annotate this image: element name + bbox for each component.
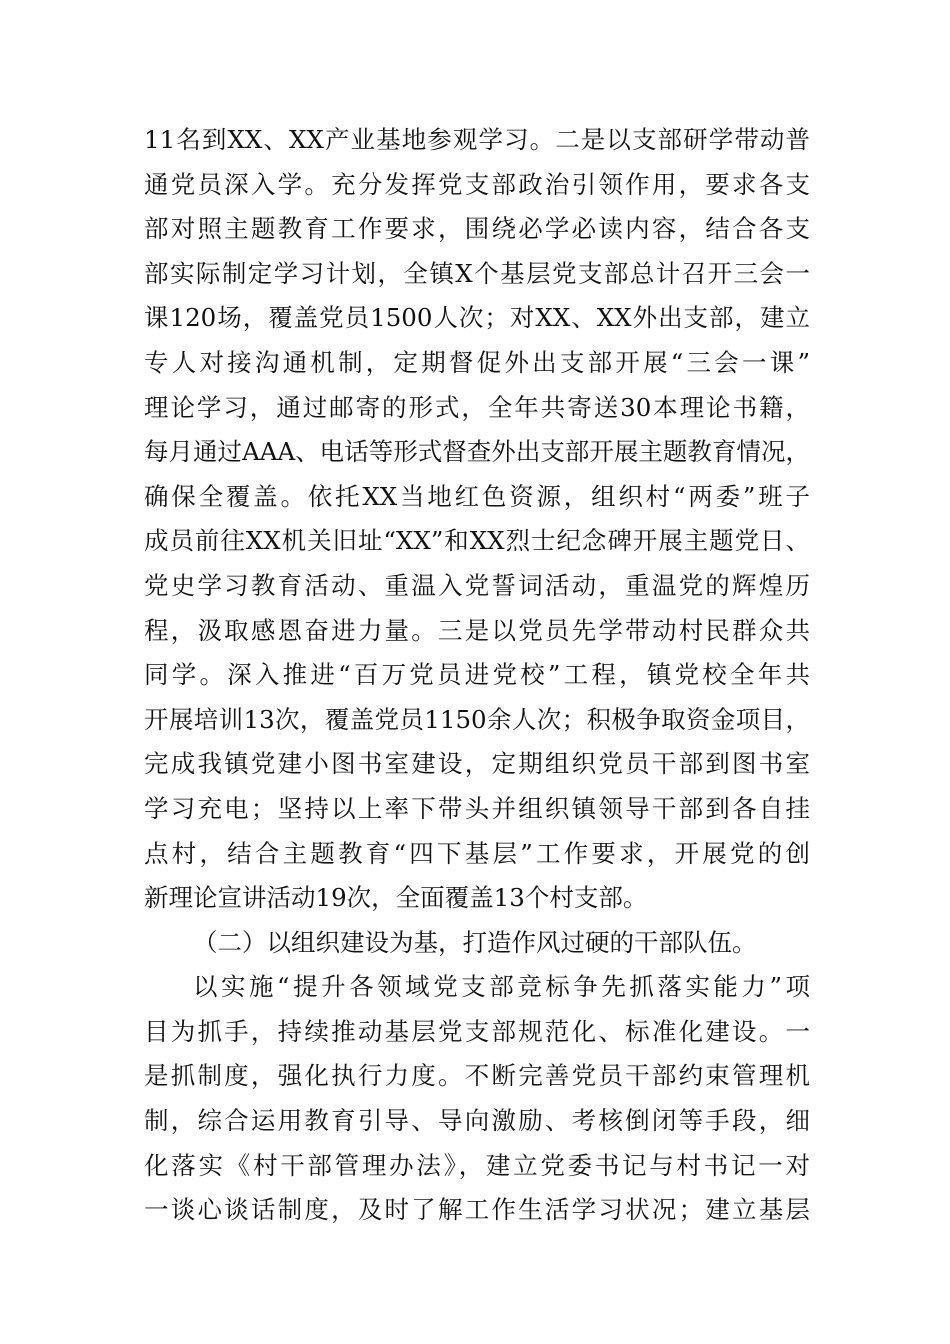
- text-line: 同学。深入推进“百万党员进党校”工程，镇党校全年共: [144, 660, 810, 690]
- text-line: 开展培训13次，覆盖党员1150余人次；积极争取资金项目，: [144, 704, 810, 734]
- text-line: 每月通过AAA、电话等形式督查外出支部开展主题教育情况，: [144, 437, 810, 467]
- text-line: 化落实《村干部管理办法》，建立党委书记与村书记一对: [144, 1150, 810, 1180]
- text-line: 部对照主题教育工作要求，围绕必学必读内容，结合各支: [144, 214, 810, 244]
- text-line: 专人对接沟通机制，定期督促外出支部开展“三会一课”: [144, 347, 810, 377]
- body-text: [144, 118, 810, 1233]
- text-line: 程，汲取感恩奋进力量。三是以党员先学带动村民群众共: [144, 615, 810, 645]
- text-line: 部实际制定学习计划，全镇X个基层党支部总计召开三会一: [144, 258, 810, 288]
- text-line: 完成我镇党建小图书室建设，定期组织党员干部到图书室: [144, 749, 810, 779]
- text-line: 制，综合运用教育引导、导向激励、考核倒闭等手段，细: [144, 1106, 810, 1136]
- text-line: 新理论宣讲活动19次，全面覆盖13个村支部。: [144, 883, 648, 913]
- text-line: 通党员深入学。充分发挥党支部政治引领作用，要求各支: [144, 169, 810, 199]
- text-line: 确保全覆盖。依托XX当地红色资源，组织村“两委”班子: [144, 481, 810, 511]
- text-line: 学习充电；坚持以上率下带头并组织镇领导干部到各自挂: [144, 793, 810, 823]
- text-line: 11名到XX、XX产业基地参观学习。二是以支部研学带动普: [144, 125, 810, 154]
- text-line: 理论学习，通过邮寄的形式，全年共寄送30本理论书籍，: [144, 392, 810, 422]
- text-line: 党史学习教育活动、重温入党誓词活动，重温党的辉煌历: [144, 570, 810, 600]
- text-line: 成员前往XX机关旧址“XX”和XX烈士纪念碑开展主题党日、: [144, 526, 810, 556]
- text-line: 课120场，覆盖党员1500人次；对XX、XX外出支部，建立: [144, 303, 810, 333]
- text-line: 点村，结合主题教育“四下基层”工作要求，开展党的创: [144, 838, 810, 868]
- text-line: 是抓制度，强化执行力度。不断完善党员干部约束管理机: [144, 1061, 810, 1091]
- section-heading: （二）以组织建设为基，打造作风过硬的干部队伍。: [193, 927, 757, 957]
- text-line: 以实施“提升各领域党支部竞标争先抓落实能力”项: [193, 972, 810, 1002]
- text-line: 一谈心谈话制度，及时了解工作生活学习状况；建立基层: [144, 1195, 810, 1225]
- text-line: 目为抓手，持续推动基层党支部规范化、标准化建设。一: [144, 1016, 810, 1046]
